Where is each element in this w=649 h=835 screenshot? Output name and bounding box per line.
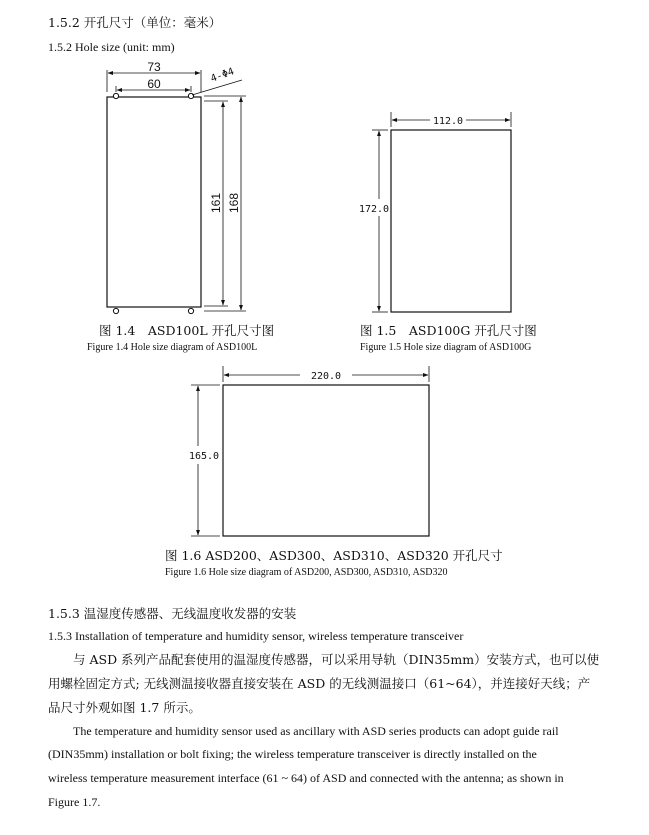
paragraph-cn-line-1: 与 ASD 系列产品配套使用的温湿度传感器，可以采用导轨（DIN35mm）安装方式，也可以使 [73,652,600,667]
fig14-width-outer-label: 73 [147,60,161,74]
fig15-height-label: 172.0 [358,204,390,215]
section-title-cn: 1.5.2 开孔尺寸（单位：毫米） [48,15,222,30]
section2-title-cn: 1.5.3 温湿度传感器、无线温度收发器的安装 [48,606,297,621]
fig14-holes-label: 4-Φ4 [209,66,236,85]
paragraph-cn-line-3: 品尺寸外观如图 1.7 所示。 [48,700,201,715]
fig15-caption-cn: 图 1.5 ASD100G 开孔尺寸图 [360,323,537,338]
paragraph-en-line-4: Figure 1.7. [48,795,101,809]
figure-1-4-drawing [107,70,246,314]
fig16-width-label: 220.0 [310,371,342,382]
fig15-width-label: 112.0 [432,116,464,127]
section-title-en: 1.5.2 Hole size (unit: mm) [48,40,175,54]
fig14-width-inner-label: 60 [147,77,161,91]
figure-1-6-drawing [188,366,429,536]
fig14-height-outer-label: 168 [227,192,241,214]
fig15-caption-en: Figure 1.5 Hole size diagram of ASD100G [360,342,532,353]
fig16-caption-en: Figure 1.6 Hole size diagram of ASD200, ASD300, ASD310, ASD320 [165,567,448,578]
fig16-caption-cn: 图 1.6 ASD200、ASD300、ASD310、ASD320 开孔尺寸 [165,548,503,563]
paragraph-en-line-2: (DIN35mm) installation or bolt fixing; the wireless temperature transceiver is directly installed on the [48,747,537,761]
section2-title-en: 1.5.3 Installation of temperature and humidity sensor, wireless temperature transceiver [48,629,464,643]
fig14-caption-cn: 图 1.4 ASD100L 开孔尺寸图 [99,323,275,338]
paragraph-en-line-1: The temperature and humidity sensor used as ancillary with ASD series products can adopt guide rail [73,724,559,738]
fig14-height-inner-label: 161 [209,192,223,214]
figure-1-5-drawing [372,112,511,312]
fig14-caption-en: Figure 1.4 Hole size diagram of ASD100L [87,342,258,353]
fig16-height-label: 165.0 [188,451,220,462]
paragraph-cn-line-2: 用螺栓固定方式; 无线测温接收器直接安装在 ASD 的无线测温接口（61~64），并连接好天线；产 [48,676,591,691]
paragraph-en-line-3: wireless temperature measurement interface (61 ~ 64) of ASD and connected with the antenna; as shown in [48,771,564,785]
